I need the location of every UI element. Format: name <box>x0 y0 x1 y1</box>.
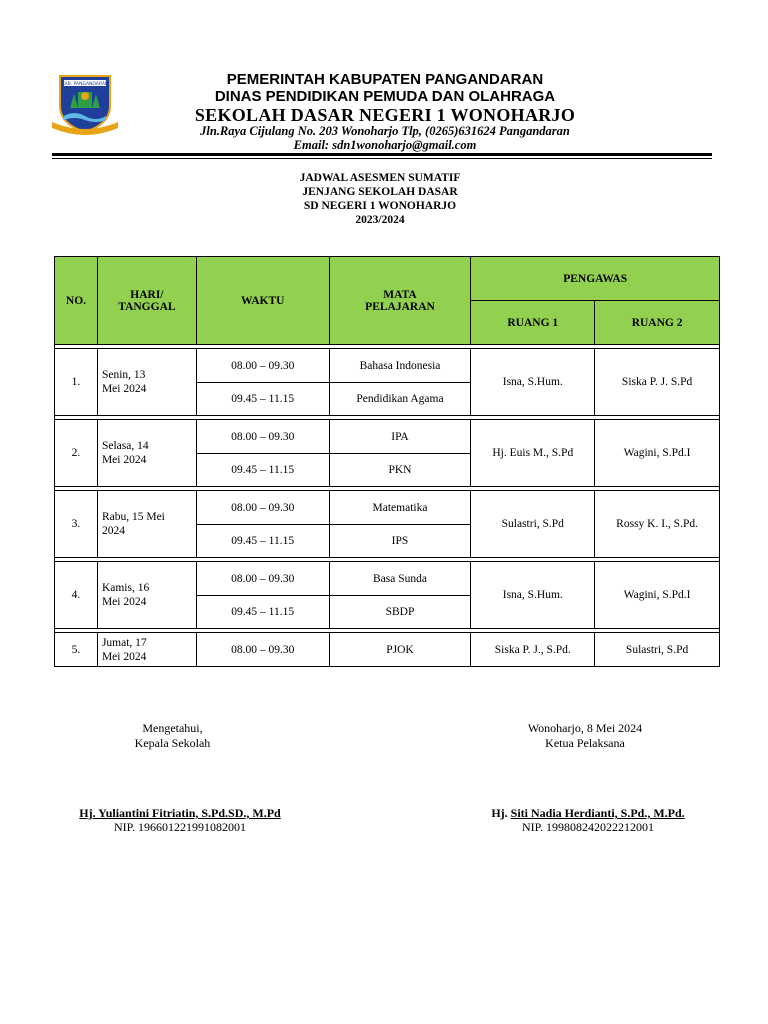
row-subject: PKN <box>329 454 471 487</box>
letterhead-line2: DINAS PENDIDIKAN PEMUDA DAN OLAHRAGA <box>214 88 556 105</box>
left-sign-nip: NIP. 196601221991082001 <box>113 820 246 834</box>
header-mata-pelajaran: MATA PELAJARAN <box>329 257 471 345</box>
left-sign-name: Hj. Yuliantini Fitriatin, S.Pd.SD., M.Pd <box>79 806 281 820</box>
table-row <box>55 633 720 667</box>
row-time: 08.00 – 09.30 <box>196 562 329 596</box>
letterhead-address: Jln.Raya Cijulang No. 203 Wonoharjo Tlp, (0265)631624 Pangandaran <box>200 124 570 138</box>
row-day: Senin, 13 Mei 2024 <box>97 349 196 416</box>
letterhead-school-name: SEKOLAH DASAR NEGERI 1 WONOHARJO <box>194 105 576 125</box>
header-ruang-2: RUANG 2 <box>595 301 720 345</box>
header-no: NO. <box>55 257 98 345</box>
row-ruang-1: Hj. Euis M., S.Pd <box>471 420 595 487</box>
row-time: 09.45 – 11.15 <box>196 596 329 629</box>
schedule-table <box>54 256 720 667</box>
row-ruang-1: Isna, S.Hum. <box>471 562 595 629</box>
right-sign-name: Hj. Siti Nadia Herdianti, S.Pd., M.Pd. <box>491 806 685 820</box>
table-row <box>55 349 720 383</box>
row-time: 08.00 – 09.30 <box>196 420 329 454</box>
right-sign-place-date: Wonoharjo, 8 Mei 2024 <box>527 721 643 735</box>
letterhead-email: Email: sdn1wonoharjo@gmail.com <box>293 138 477 152</box>
row-subject: Bahasa Indonesia <box>329 349 471 383</box>
row-ruang-2: Wagini, S.Pd.I <box>595 420 720 487</box>
row-ruang-2: Rossy K. I., S.Pd. <box>595 491 720 558</box>
row-ruang-2: Siska P. J. S.Pd <box>595 349 720 416</box>
row-subject: Matematika <box>329 491 471 525</box>
row-time: 08.00 – 09.30 <box>196 349 329 383</box>
row-no: 1. <box>55 349 98 416</box>
row-ruang-2: Wagini, S.Pd.I <box>595 562 720 629</box>
row-subject: IPA <box>329 420 471 454</box>
doc-title-line3: SD NEGERI 1 WONOHARJO <box>303 200 457 212</box>
letterhead-rule-thick <box>52 153 712 156</box>
table-row <box>55 562 720 596</box>
row-ruang-1: Sulastri, S.Pd <box>471 491 595 558</box>
row-day: Selasa, 14 Mei 2024 <box>97 420 196 487</box>
table-row <box>55 420 720 454</box>
header-waktu: WAKTU <box>196 257 329 345</box>
row-ruang-1: Isna, S.Hum. <box>471 349 595 416</box>
row-subject: IPS <box>329 525 471 558</box>
row-ruang-2: Sulastri, S.Pd <box>595 633 720 667</box>
row-time: 08.00 – 09.30 <box>196 633 329 667</box>
header-hari-tanggal: HARI/ TANGGAL <box>97 257 196 345</box>
doc-title-line2: JENJANG SEKOLAH DASAR <box>302 186 458 198</box>
table-row <box>55 491 720 525</box>
regency-logo <box>52 72 118 136</box>
header-pengawas: PENGAWAS <box>471 257 720 301</box>
row-day: Kamis, 16 Mei 2024 <box>97 562 196 629</box>
header-ruang-1: RUANG 1 <box>471 301 595 345</box>
row-time: 09.45 – 11.15 <box>196 383 329 416</box>
row-time: 09.45 – 11.15 <box>196 454 329 487</box>
row-time: 08.00 – 09.30 <box>196 491 329 525</box>
right-sign-nip: NIP. 199808242022212001 <box>521 820 654 834</box>
right-sign-role: Ketua Pelaksana <box>545 736 625 750</box>
row-no: 2. <box>55 420 98 487</box>
row-time: 09.45 – 11.15 <box>196 525 329 558</box>
row-ruang-1: Siska P. J., S.Pd. <box>471 633 595 667</box>
row-subject: PJOK <box>329 633 471 667</box>
letterhead-line1: PEMERINTAH KABUPATEN PANGANDARAN <box>226 71 544 88</box>
row-day: Rabu, 15 Mei 2024 <box>97 491 196 558</box>
left-sign-greeting: Mengetahui, <box>142 721 203 735</box>
left-sign-role: Kepala Sekolah <box>134 736 211 750</box>
row-subject: Pendidikan Agama <box>329 383 471 416</box>
row-no: 4. <box>55 562 98 629</box>
row-subject: Basa Sunda <box>329 562 471 596</box>
row-no: 5. <box>55 633 98 667</box>
row-day: Jumat, 17 Mei 2024 <box>97 633 196 667</box>
row-no: 3. <box>55 491 98 558</box>
logo-text: KAB. PANGANDARAN <box>61 82 109 87</box>
doc-title-year: 2023/2024 <box>355 214 405 226</box>
letterhead-rule-thin <box>52 158 712 159</box>
row-subject: SBDP <box>329 596 471 629</box>
doc-title-line1: JADWAL ASESMEN SUMATIF <box>299 172 461 184</box>
